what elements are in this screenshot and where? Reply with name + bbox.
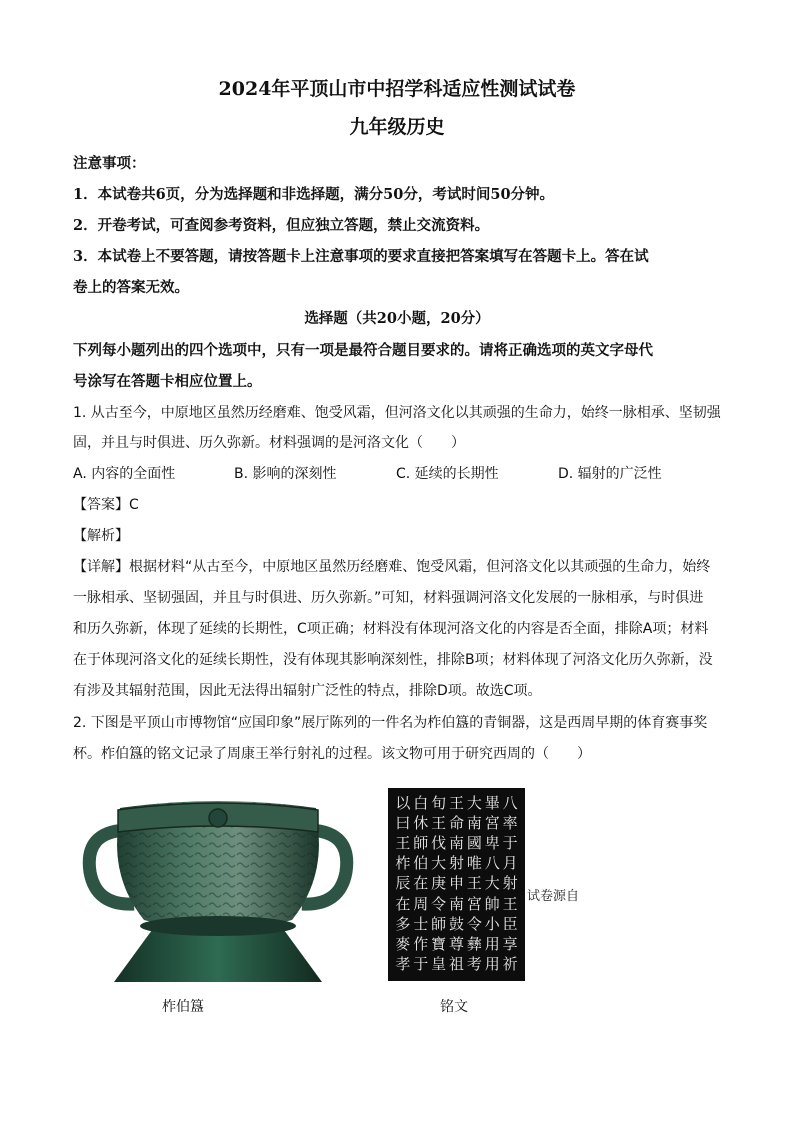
- inscription-glyph: 申: [448, 874, 464, 893]
- inscription-glyph: 射: [448, 854, 464, 873]
- inscription-glyph: 用: [484, 954, 500, 973]
- q1-option-b: B. 影响的深刻性: [234, 466, 337, 482]
- inscription-glyph: 南: [448, 834, 464, 853]
- inscription-glyph: 率: [502, 814, 518, 833]
- inscription-glyph: 庚: [431, 874, 447, 893]
- inscription-glyph: 多: [395, 914, 411, 933]
- section-instruction-1: 下列每小题列出的四个选项中，只有一项是最符合题目要求的。请将正确选项的英文字母代: [73, 342, 653, 359]
- inscription-glyph: 令: [466, 914, 482, 933]
- caption-inscription: 铭文: [440, 999, 468, 1015]
- inscription-glyph: 尊: [448, 934, 464, 953]
- inscription-glyph: 曰: [395, 814, 411, 833]
- q1-detail-line-5: 有涉及其辐射范围，因此无法得出辐射广泛性的特点，排除D项。故选C项。: [73, 683, 542, 699]
- notice-item-1: 1．本试卷共6页，分为选择题和非选择题，满分50分，考试时间50分钟。: [73, 186, 555, 203]
- inscription-glyph: 王: [395, 834, 411, 853]
- inscription-glyph: 于: [413, 954, 429, 973]
- inscription-glyph: 皇: [431, 954, 447, 973]
- inscription-glyph: 周: [413, 894, 429, 913]
- q2-stem-line-2: 杯。柞伯簋的铭文记录了周康王举行射礼的过程。该文物可用于研究西周的（ ）: [73, 746, 591, 762]
- inscription-glyph: 宮: [466, 894, 482, 913]
- inscription-glyph: 祖: [448, 954, 464, 973]
- q2-stem-line-1: 2. 下图是平顶山市博物馆“应国印象”展厅陈列的一件名为柞伯簋的青铜器，这是西周早期的体育赛事奖: [73, 715, 708, 731]
- inscription-glyph: 辰: [395, 874, 411, 893]
- inscription-glyph: 唯: [466, 854, 482, 873]
- section-instruction-2: 号涂写在答题卡相应位置上。: [73, 373, 262, 390]
- inscription-glyph: 旬: [431, 794, 447, 812]
- inscription-glyph: 王: [502, 894, 518, 913]
- inscription-glyph: 士: [413, 914, 429, 933]
- inscription-glyph: 宮: [484, 814, 500, 833]
- inscription-glyph: 南: [466, 814, 482, 833]
- q1-option-d: D. 辐射的广泛性: [558, 466, 662, 482]
- notice-item-2: 2．开卷考试，可查阅参考资料，但应独立答题，禁止交流资料。: [73, 217, 490, 234]
- inscription-glyph: 作: [413, 934, 429, 953]
- inscription-glyph: 伯: [413, 854, 429, 873]
- q1-detail-line-4: 在于体现河洛文化的延续长期性，没有体现其影响深刻性，排除B项；材料体现了河洛文化历久弥新，没: [73, 652, 713, 668]
- inscription-glyph: 王: [466, 874, 482, 893]
- caption-zuobo-gui: 柞伯簋: [162, 999, 204, 1015]
- inscription-glyph: 柞: [395, 854, 411, 873]
- notice-item-3: 3．本试卷上不要答题，请按答题卡上注意事项的要求直接把答案填写在答题卡上。答在试: [73, 248, 649, 265]
- q1-answer: 【答案】C: [73, 497, 139, 513]
- inscription-glyph: 白: [413, 794, 429, 812]
- q1-stem-line-2: 固，并且与时俱进、历久弥新。材料强调的是河洛文化（ ）: [73, 435, 465, 451]
- inscription-glyph: 命: [448, 814, 464, 833]
- q1-detail-line-2: 一脉相承、坚韧强固，并且与时俱进、历久弥新。”可知，材料强调河洛文化发展的一脉相承，与时俱进: [73, 590, 704, 606]
- inscription-rubbing-image: [388, 788, 525, 981]
- q1-detail-line-1: 【详解】根据材料“从古至今，中原地区虽然历经磨难、饱受风霜，但河洛文化以其顽强的生命力，始终: [73, 559, 711, 575]
- inscription-glyph: 八: [502, 794, 518, 812]
- q1-stem-line-1: 1. 从古至今，中原地区虽然历经磨难、饱受风霜，但河洛文化以其顽强的生命力，始终一脉相承、坚韧强: [73, 405, 721, 421]
- inscription-glyph: 寶: [431, 934, 447, 953]
- inscription-glyph: 孝: [395, 954, 411, 973]
- inscription-glyph: 卑: [484, 834, 500, 853]
- inscription-glyph: 令: [431, 894, 447, 913]
- section-title: 选择题（共20小题，20分）: [304, 310, 490, 327]
- inscription-glyph: 八: [484, 854, 500, 873]
- inscription-glyph: 用: [484, 934, 500, 953]
- inscription-glyph: 大: [484, 874, 500, 893]
- q1-analysis-label: 【解析】: [73, 528, 129, 544]
- inscription-glyph: 月: [502, 854, 518, 873]
- inscription-glyph: 祈: [502, 954, 518, 973]
- q1-option-c: C. 延续的长期性: [396, 466, 499, 482]
- inscription-glyph: 麥: [395, 934, 411, 953]
- inscription-glyph: 小: [484, 914, 500, 933]
- inscription-glyph: 彝: [466, 934, 482, 953]
- inscription-glyph: 在: [413, 874, 429, 893]
- notice-heading: 注意事项：: [73, 155, 146, 172]
- inscription-glyph: 南: [448, 894, 464, 913]
- exam-title: 2024年平顶山市中招学科适应性测试试卷: [218, 78, 576, 100]
- inscription-glyph: 師: [431, 914, 447, 933]
- q1-detail-line-3: 和历久弥新，体现了延续的长期性，C项正确；材料没有体现河洛文化的内容是否全面，排除A项；材料: [73, 621, 709, 637]
- inscription-glyph: 休: [413, 814, 429, 833]
- inscription-glyph: 大: [431, 854, 447, 873]
- inscription-glyph-grid: [394, 794, 519, 975]
- inscription-glyph: 大: [466, 794, 482, 812]
- inscription-glyph: 臣: [502, 914, 518, 933]
- notice-item-3-cont: 卷上的答案无效。: [73, 279, 189, 296]
- inscription-glyph: 師: [413, 834, 429, 853]
- inscription-glyph: 鼓: [448, 914, 464, 933]
- inscription-glyph: 畢: [484, 794, 500, 812]
- inscription-glyph: 享: [502, 934, 518, 953]
- inscription-glyph: 在: [395, 894, 411, 913]
- inscription-glyph: 王: [448, 794, 464, 812]
- inscription-glyph: 以: [395, 794, 411, 812]
- exam-subtitle: 九年级历史: [349, 116, 445, 138]
- inscription-glyph: 于: [502, 834, 518, 853]
- inscription-glyph: 王: [431, 814, 447, 833]
- q1-option-a: A. 内容的全面性: [73, 466, 176, 482]
- inscription-glyph: 射: [502, 874, 518, 893]
- inscription-glyph: 考: [466, 954, 482, 973]
- inscription-glyph: 伐: [431, 834, 447, 853]
- source-watermark: 试卷源自: [527, 889, 580, 904]
- inscription-glyph: 國: [466, 834, 482, 853]
- zuobo-gui-image: [82, 780, 354, 982]
- inscription-glyph: 帥: [484, 894, 500, 913]
